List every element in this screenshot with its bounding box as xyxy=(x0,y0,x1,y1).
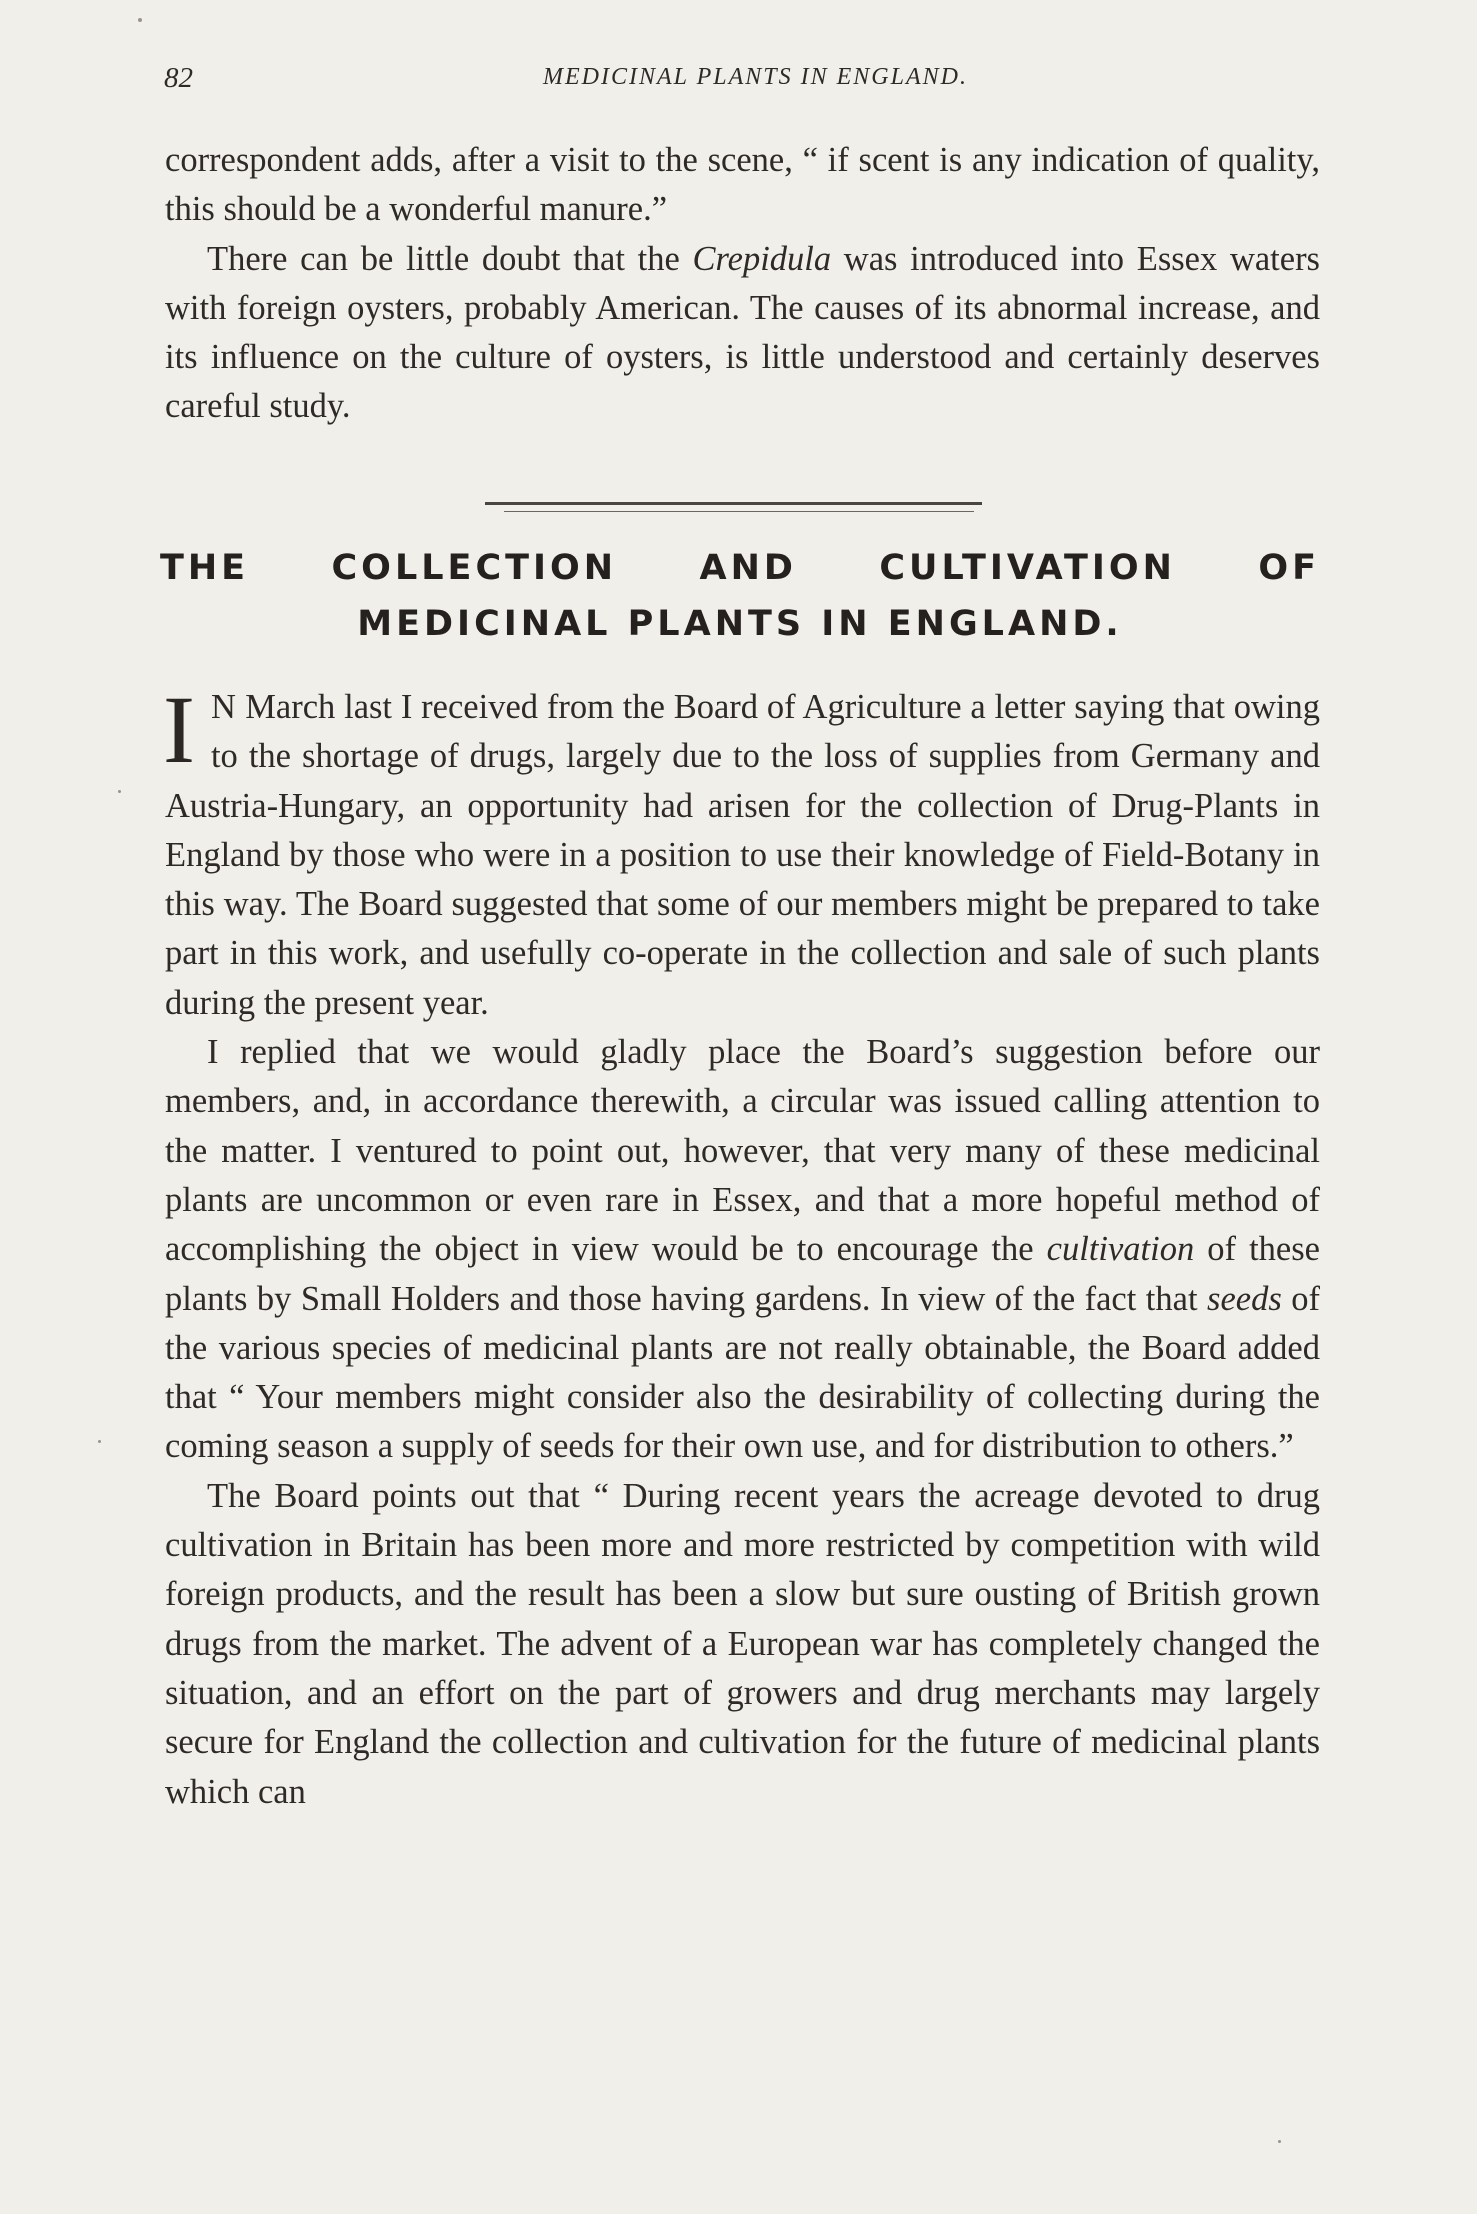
text-run: of the various species of medicinal plants are not really obtainable, the Board added that “ Your members might consider also the desirability of collecting during the coming season a supply of seeds for their own use, and for distribution to others.” xyxy=(165,1279,1320,1466)
text-run: There can be little doubt that the xyxy=(207,239,693,278)
paragraph-crepidula xyxy=(165,235,1320,432)
italic-species-name: Crepidula xyxy=(692,239,832,278)
paper-speck xyxy=(98,1440,101,1443)
heading-word: AND xyxy=(699,548,797,588)
paragraph-continued: correspondent adds, after a visit to the scene, “ if scent is any indication of quality, this should be a wonderful manure.” xyxy=(165,141,1320,229)
paragraph-board-points-out: The Board points out that “ During recent years the acreage devoted to drug cultivation in Britain has been more and more restricted by competition with wild foreign products, and the result has been a slow but sure ousting of British grown drugs from the market. The advent of a European war has completely changed the situation, and an effort on the part of growers and drug merchants may largely secure for England the collection and cultivation for the future of medicinal plants which can xyxy=(165,1476,1320,1811)
running-head xyxy=(164,62,1327,102)
section-divider-thick xyxy=(485,502,982,505)
text-run: N xyxy=(210,688,237,726)
heading-line-2: MEDICINAL PLANTS IN ENGLAND. xyxy=(357,604,1123,644)
opening-text xyxy=(165,136,1320,432)
page-number: 82 xyxy=(164,62,193,94)
text-run: I replied that we would gladly place the Board’s suggestion before our members, and, in accordance therewith, a circular was issued calling attention to the matter. I ventured to point out, however, that very many of these medicinal plants are uncommon or even rare in Essex, and that a more hopeful method of accomplishing the object in view would be to encourage the xyxy=(165,1033,1320,1269)
paragraph-board-letter xyxy=(163,676,1320,1028)
paper-speck xyxy=(138,18,142,22)
running-title: MEDICINAL PLANTS IN ENGLAND. xyxy=(543,64,968,90)
paper-speck xyxy=(118,790,121,793)
drop-cap: I xyxy=(163,676,195,783)
text-run: was introduced into Essex waters with foreign oysters, probably American. The causes of its abnormal increase, and its influence on the culture of oysters, is little understood and certainly deserves careful study. xyxy=(165,239,1320,426)
paragraph-reply xyxy=(165,1028,1320,1472)
text-run: of these plants by Small Holders and those having gardens. In view of the fact that xyxy=(165,1230,1320,1318)
paper-speck xyxy=(1278,2140,1281,2143)
text-run: March last I received from the Board of Agriculture a letter saying that owing to the shortage of drugs, largely due to the loss of supplies from Germany and Austria-Hungary, an opportunity had arisen for the collection of Drug-Plants in England by those who were in a position to use their knowledge of Field-Botany in this way. The Board suggested that some of our members might be prepared to take part in this work, and usefully co-operate in the collection and sale of such plants during the present year. xyxy=(165,688,1320,1022)
heading-line-1 xyxy=(160,548,1320,588)
article-body xyxy=(163,676,1320,1817)
heading-word: OF xyxy=(1258,548,1321,588)
italic-word: seeds xyxy=(1207,1279,1282,1318)
heading-word: THE xyxy=(160,548,250,588)
heading-word: COLLECTION xyxy=(331,548,618,588)
heading-word: CULTIVATION xyxy=(879,548,1176,588)
section-divider-thin xyxy=(504,511,974,512)
italic-word: cultivation xyxy=(1046,1230,1195,1269)
